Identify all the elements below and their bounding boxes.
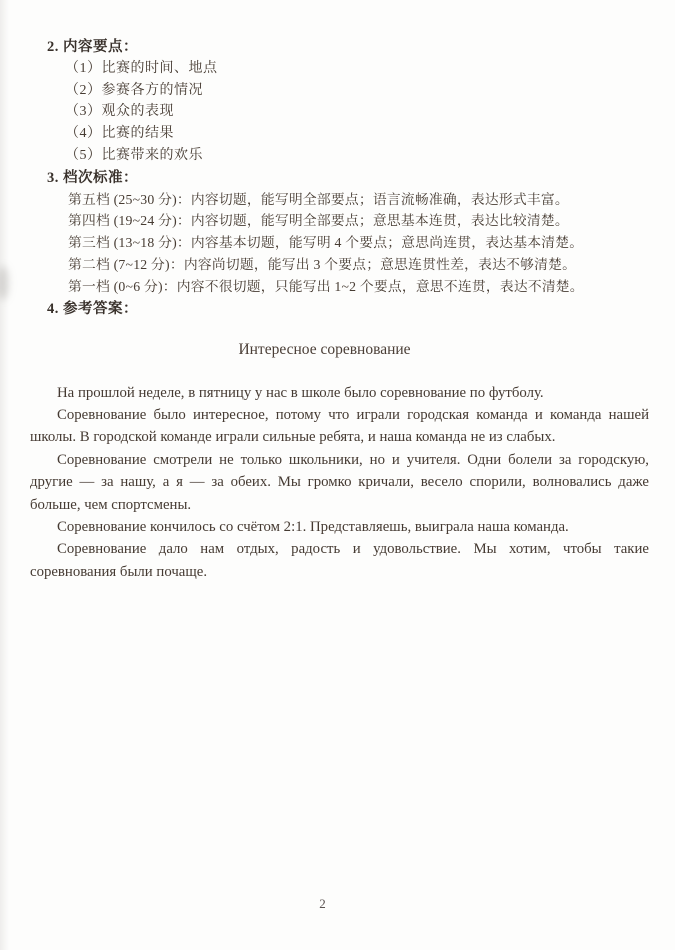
section-content-points <box>30 36 649 167</box>
grade-line: 第五档 (25~30 分)：内容切题，能写明全部要点；语言流畅准确，表达形式丰富。 <box>68 191 569 207</box>
content-points-list <box>30 58 649 167</box>
section-reference-answer <box>30 298 649 320</box>
section-grading-standards <box>30 167 649 298</box>
grade-line: 第三档 (13~18 分)：内容基本切题，能写明 4 个要点；意思尚连贯，表达基本清楚。 <box>68 235 584 251</box>
essay-title: Интересное соревнование <box>238 340 411 358</box>
page-content <box>30 36 649 583</box>
essay-paragraph: Соревнование было интересное, потому что играли городская команда и команда нашей школы. В городской команде играли сильные ребята, и наша команда не из слабых. <box>30 406 649 446</box>
content-points-heading: 2. 内容要点： <box>47 39 138 55</box>
grading-standards-list <box>30 189 649 298</box>
content-point-item: （4）比赛的结果 <box>65 126 174 142</box>
content-point-item: （3）观众的表现 <box>65 104 174 120</box>
essay-paragraph: Соревнование смотрели не только школьники, но и учителя. Одни болели за городскую, другие — за нашу, а я — за обеих. Мы громко кричали, весело спорили, волновались даже больше, чем спортсмены. <box>30 451 649 513</box>
content-point-item: （2）参赛各方的情况 <box>65 82 203 98</box>
content-point-item: （1）比赛的时间、地点 <box>65 61 218 76</box>
content-point-item: （5）比赛带来的欢乐 <box>65 147 203 163</box>
grading-standards-heading: 3. 档次标准： <box>47 169 138 186</box>
essay-paragraph: Соревнование дало нам отдых, радость и удовольствие. Мы хотим, чтобы такие соревнования были почаще. <box>30 541 649 580</box>
essay-paragraph: На прошлой неделе, в пятницу у нас в школе было соревнование по футболу. <box>57 384 544 401</box>
scan-edge-shadow <box>0 0 9 950</box>
scan-smudge <box>0 266 9 300</box>
essay-body <box>30 382 649 584</box>
page-number: 2 <box>319 896 326 911</box>
reference-answer-heading: 4. 参考答案： <box>47 300 138 317</box>
grade-line: 第四档 (19~24 分)：内容切题，能写明全部要点；意思基本连贯，表达比较清楚。 <box>68 213 569 229</box>
grade-line: 第一档 (0~6 分)：内容不很切题，只能写出 1~2 个要点，意思不连贯，表达不清楚。 <box>68 278 584 294</box>
essay-paragraph: Соревнование кончилось со счётом 2:1. Представляешь, выиграла наша команда. <box>57 518 569 535</box>
grade-line: 第二档 (7~12 分)：内容尚切题，能写出 3 个要点；意思连贯性差，表达不够清楚。 <box>68 256 577 272</box>
